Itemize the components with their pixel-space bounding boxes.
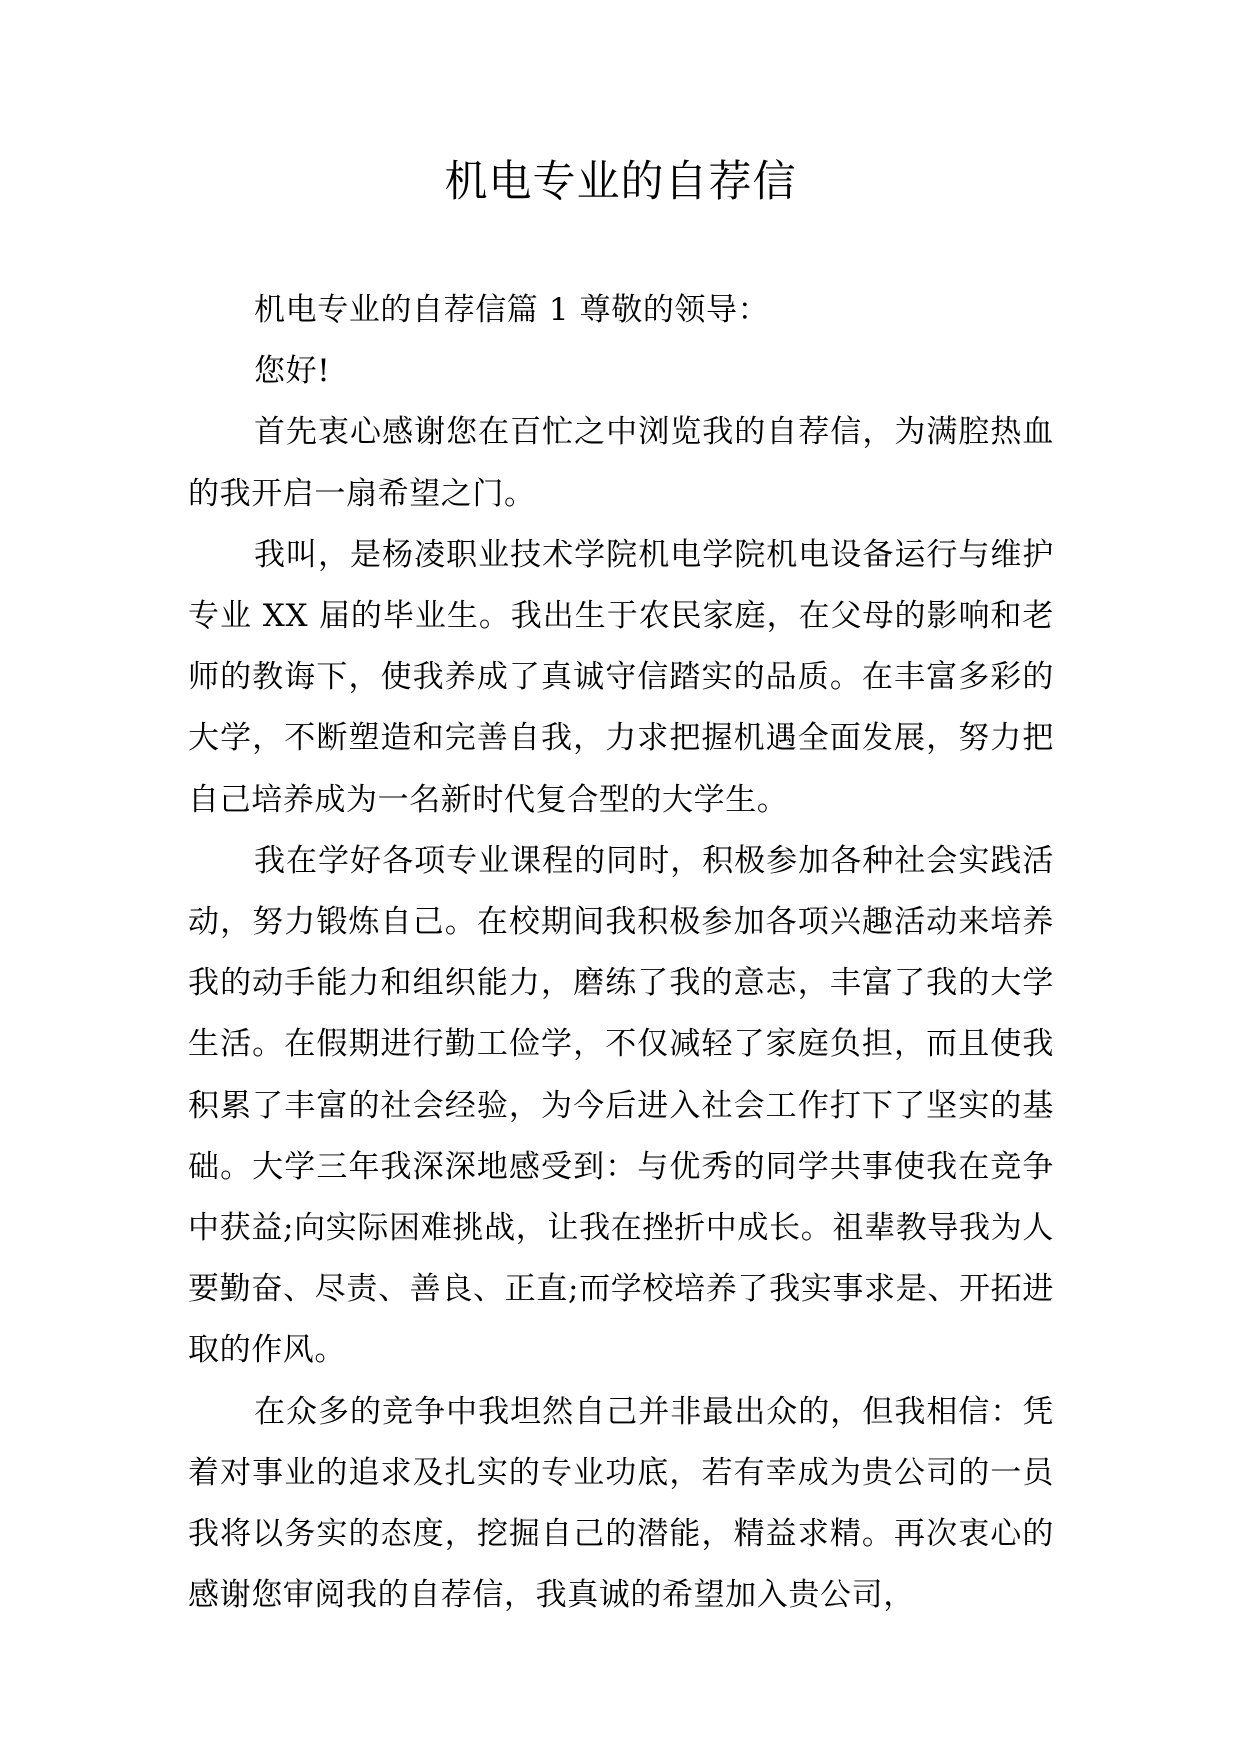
body-paragraph: 我在学好各项专业课程的同时，积极参加各种社会实践活动，努力锻炼自己。在校期间我积极参加各项兴趣活动来培养我的动手能力和组织能力，磨练了我的意志，丰富了我的大学生活。在假期进行勤工俭学，不仅减轻了家庭负担，而且使我积累了丰富的社会经验，为今后进入社会工作打下了坚实的基础。大学三年我深深地感受到：与优秀的同学共事使我在竞争中获益;向实际困难挑战，让我在挫折中成长。祖辈教导我为人要勤奋、尽责、善良、正直;而学校培养了我实事求是、开拓进取的作风。 — [188, 842, 1054, 1369]
greeting-line: 您好! — [254, 353, 331, 390]
body-paragraph: 首先衷心感谢您在百忙之中浏览我的自荐信，为满腔热血的我开启一扇希望之门。 — [188, 414, 1054, 512]
body-paragraph: 我叫，是杨凌职业技术学院机电学院机电设备运行与维护专业 XX 届的毕业生。我出生于农民家庭，在父母的影响和老师的教诲下，使我养成了真诚守信踏实的品质。在丰富多彩的大学，不断塑造和完善自我，力求把握机遇全面发展，努力把自己培养成为一名新时代复合型的大学生。 — [188, 536, 1054, 818]
salutation-line: 机电专业的自荐信篇 1 尊敬的领导： — [254, 292, 770, 328]
document-title: 机电专业的自荐信 — [444, 157, 797, 207]
body-paragraph: 在众多的竞争中我坦然自己并非最出众的，但我相信：凭着对事业的追求及扎实的专业功底，若有幸成为贵公司的一员我将以务实的态度，挖掘自己的潜能，精益求精。再次衷心的感谢您审阅我的自荐信，我真诚的希望加入贵公司， — [188, 1393, 1054, 1614]
letter-body — [188, 280, 1054, 1626]
